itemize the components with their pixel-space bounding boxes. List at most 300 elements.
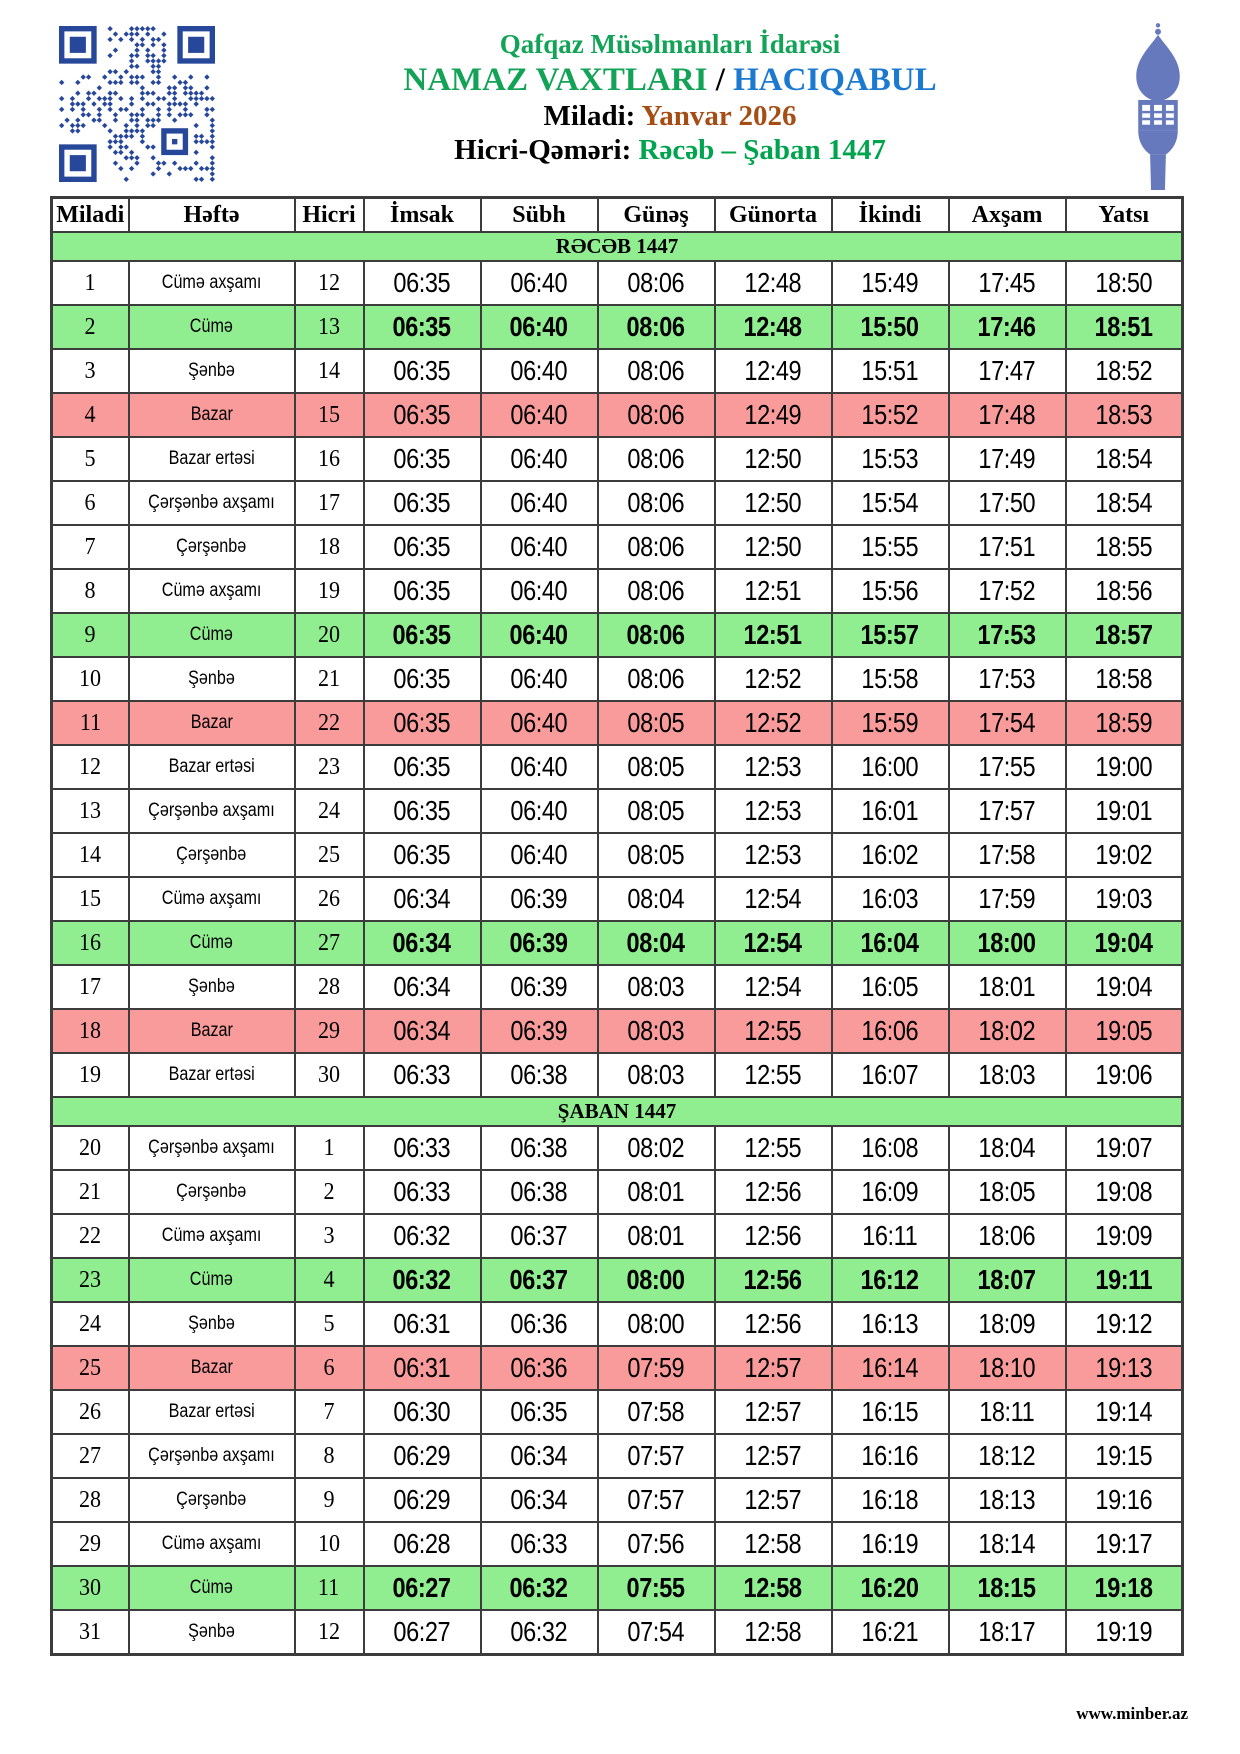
cell-imsak: 06:35 [364,481,481,525]
page-title [230,61,1110,99]
table-row-day-16 [52,921,1183,965]
section-title: RƏCƏB 1447 [52,232,1183,261]
cell-axsam: 18:00 [949,921,1066,965]
cell-gunorta: 12:54 [715,921,832,965]
cell-imsak: 06:33 [364,1170,481,1214]
cell-gunorta: 12:54 [715,877,832,921]
cell-miladi: 15 [52,877,129,921]
cell-gunorta: 12:48 [715,305,832,349]
cell-weekday: Cümə axşamı [129,569,295,613]
miladi-label: Miladi: [543,100,636,132]
cell-axsam: 18:05 [949,1170,1066,1214]
cell-subh: 06:36 [481,1302,598,1346]
table-row-day-15 [52,877,1183,921]
cell-ikindi: 15:51 [832,349,949,393]
cell-axsam: 17:57 [949,789,1066,833]
table-row-day-21 [52,1170,1183,1214]
cell-imsak: 06:35 [364,745,481,789]
cell-yatsi: 18:57 [1066,613,1183,657]
cell-subh: 06:40 [481,393,598,437]
cell-ikindi: 16:13 [832,1302,949,1346]
cell-hicri: 4 [295,1258,364,1302]
cell-miladi: 19 [52,1053,129,1097]
cell-miladi: 16 [52,921,129,965]
table-row-day-11 [52,701,1183,745]
cell-imsak: 06:35 [364,789,481,833]
cell-gunorta: 12:52 [715,701,832,745]
cell-gunorta: 12:53 [715,833,832,877]
cell-ikindi: 16:19 [832,1522,949,1566]
cell-gunes: 08:04 [598,921,715,965]
cell-imsak: 06:35 [364,261,481,305]
cell-hicri: 14 [295,349,364,393]
table-row-day-24 [52,1302,1183,1346]
cell-hicri: 22 [295,701,364,745]
cell-weekday: Çərşənbə [129,525,295,569]
table-row-day-17 [52,965,1183,1009]
cell-miladi: 30 [52,1566,129,1610]
table-row-day-4 [52,393,1183,437]
cell-ikindi: 16:03 [832,877,949,921]
cell-axsam: 18:11 [949,1390,1066,1434]
cell-subh: 06:40 [481,525,598,569]
cell-gunorta: 12:50 [715,437,832,481]
cell-weekday: Bazar [129,393,295,437]
cell-axsam: 18:04 [949,1126,1066,1170]
cell-miladi: 10 [52,657,129,701]
cell-imsak: 06:35 [364,305,481,349]
cell-subh: 06:40 [481,745,598,789]
cell-hicri: 19 [295,569,364,613]
cell-axsam: 18:07 [949,1258,1066,1302]
cell-miladi: 22 [52,1214,129,1258]
cell-weekday: Şənbə [129,349,295,393]
cell-weekday: Şənbə [129,1610,295,1655]
qr-code-icon [58,26,216,182]
cell-miladi: 11 [52,701,129,745]
hicri-value: Rəcəb – Şaban 1447 [638,134,886,166]
cell-ikindi: 16:00 [832,745,949,789]
cell-yatsi: 19:05 [1066,1009,1183,1053]
cell-hicri: 13 [295,305,364,349]
cell-gunorta: 12:50 [715,525,832,569]
cell-weekday: Cümə [129,1258,295,1302]
cell-ikindi: 16:01 [832,789,949,833]
cell-gunorta: 12:57 [715,1390,832,1434]
cell-subh: 06:37 [481,1258,598,1302]
cell-gunorta: 12:58 [715,1610,832,1655]
table-row-day-10 [52,657,1183,701]
cell-axsam: 17:53 [949,657,1066,701]
cell-gunes: 08:05 [598,833,715,877]
cell-gunes: 08:03 [598,1009,715,1053]
cell-gunorta: 12:55 [715,1053,832,1097]
cell-hicri: 12 [295,1610,364,1655]
cell-imsak: 06:35 [364,613,481,657]
table-row-day-2 [52,305,1183,349]
cell-axsam: 18:01 [949,965,1066,1009]
cell-hicri: 28 [295,965,364,1009]
prayer-table [50,196,1184,1656]
cell-imsak: 06:33 [364,1053,481,1097]
cell-axsam: 18:02 [949,1009,1066,1053]
cell-gunorta: 12:56 [715,1302,832,1346]
cell-subh: 06:40 [481,833,598,877]
cell-miladi: 24 [52,1302,129,1346]
cell-miladi: 25 [52,1346,129,1390]
cell-weekday: Çərşənbə axşamı [129,481,295,525]
cell-hicri: 6 [295,1346,364,1390]
cell-imsak: 06:34 [364,1009,481,1053]
cell-gunorta: 12:58 [715,1566,832,1610]
cell-yatsi: 18:55 [1066,525,1183,569]
cell-gunes: 08:04 [598,877,715,921]
hijri-month-line [230,133,1110,167]
cell-gunes: 08:00 [598,1258,715,1302]
cell-imsak: 06:35 [364,349,481,393]
page-header [0,0,1240,192]
title-city: HACIQABUL [733,62,937,98]
table-row-day-23 [52,1258,1183,1302]
cell-gunes: 08:06 [598,393,715,437]
cell-weekday: Bazar ertəsi [129,745,295,789]
cell-weekday: Cümə axşamı [129,1522,295,1566]
cell-miladi: 31 [52,1610,129,1655]
section-header-row [52,1097,1183,1126]
cell-axsam: 17:48 [949,393,1066,437]
cell-weekday: Bazar [129,1009,295,1053]
cell-yatsi: 19:15 [1066,1434,1183,1478]
cell-ikindi: 15:56 [832,569,949,613]
cell-imsak: 06:34 [364,965,481,1009]
cell-hicri: 26 [295,877,364,921]
cell-gunorta: 12:56 [715,1214,832,1258]
cell-miladi: 26 [52,1390,129,1434]
cell-gunorta: 12:53 [715,745,832,789]
cell-ikindi: 16:02 [832,833,949,877]
cell-axsam: 17:59 [949,877,1066,921]
table-row-day-9 [52,613,1183,657]
table-row-day-5 [52,437,1183,481]
cell-axsam: 18:06 [949,1214,1066,1258]
cell-subh: 06:40 [481,261,598,305]
cell-gunes: 07:57 [598,1478,715,1522]
cell-yatsi: 18:59 [1066,701,1183,745]
cell-ikindi: 16:05 [832,965,949,1009]
cell-gunorta: 12:50 [715,481,832,525]
table-row-day-30 [52,1566,1183,1610]
cell-ikindi: 16:09 [832,1170,949,1214]
cell-yatsi: 19:04 [1066,965,1183,1009]
cell-hicri: 2 [295,1170,364,1214]
cell-yatsi: 19:01 [1066,789,1183,833]
cell-ikindi: 15:53 [832,437,949,481]
cell-axsam: 17:46 [949,305,1066,349]
cell-yatsi: 19:12 [1066,1302,1183,1346]
cell-weekday: Bazar [129,701,295,745]
cell-gunes: 08:01 [598,1170,715,1214]
cell-yatsi: 18:58 [1066,657,1183,701]
cell-gunes: 08:06 [598,481,715,525]
cell-miladi: 8 [52,569,129,613]
section-title: ŞABAN 1447 [52,1097,1183,1126]
cell-hicri: 16 [295,437,364,481]
cell-hicri: 18 [295,525,364,569]
cell-imsak: 06:28 [364,1522,481,1566]
table-row-day-22 [52,1214,1183,1258]
cell-imsak: 06:29 [364,1478,481,1522]
cell-yatsi: 18:52 [1066,349,1183,393]
cell-axsam: 18:17 [949,1610,1066,1655]
cell-gunes: 08:00 [598,1302,715,1346]
cell-ikindi: 16:15 [832,1390,949,1434]
cell-gunes: 07:56 [598,1522,715,1566]
cell-gunes: 08:06 [598,305,715,349]
cell-hicri: 20 [295,613,364,657]
cell-subh: 06:35 [481,1390,598,1434]
cell-axsam: 17:47 [949,349,1066,393]
cell-imsak: 06:27 [364,1610,481,1655]
table-row-day-25 [52,1346,1183,1390]
cell-weekday: Cümə [129,613,295,657]
cell-yatsi: 18:54 [1066,437,1183,481]
cell-yatsi: 18:51 [1066,305,1183,349]
column-header-i̇kindi: İkindi [832,198,949,233]
column-header-i̇msak: İmsak [364,198,481,233]
cell-ikindi: 15:49 [832,261,949,305]
cell-miladi: 17 [52,965,129,1009]
cell-gunes: 08:06 [598,349,715,393]
title-separator: / [715,62,725,98]
column-header-axşam: Axşam [949,198,1066,233]
cell-gunorta: 12:58 [715,1522,832,1566]
cell-gunes: 07:57 [598,1434,715,1478]
cell-subh: 06:39 [481,1009,598,1053]
cell-miladi: 28 [52,1478,129,1522]
cell-weekday: Cümə axşamı [129,261,295,305]
cell-yatsi: 18:50 [1066,261,1183,305]
cell-gunorta: 12:57 [715,1346,832,1390]
cell-ikindi: 16:04 [832,921,949,965]
cell-imsak: 06:34 [364,877,481,921]
qr-code [58,26,216,182]
cell-imsak: 06:32 [364,1214,481,1258]
cell-subh: 06:38 [481,1053,598,1097]
cell-yatsi: 19:04 [1066,921,1183,965]
cell-yatsi: 19:00 [1066,745,1183,789]
cell-yatsi: 19:09 [1066,1214,1183,1258]
cell-weekday: Bazar ertəsi [129,437,295,481]
cell-imsak: 06:35 [364,437,481,481]
cell-ikindi: 15:52 [832,393,949,437]
cell-ikindi: 16:14 [832,1346,949,1390]
cell-ikindi: 15:57 [832,613,949,657]
cell-miladi: 4 [52,393,129,437]
cell-imsak: 06:27 [364,1566,481,1610]
cell-hicri: 15 [295,393,364,437]
cell-weekday: Çərşənbə [129,1170,295,1214]
cell-ikindi: 16:11 [832,1214,949,1258]
cell-yatsi: 19:06 [1066,1053,1183,1097]
title-namaz: NAMAZ VAXTLARI [403,62,708,98]
cell-ikindi: 16:20 [832,1566,949,1610]
cell-axsam: 17:54 [949,701,1066,745]
cell-hicri: 3 [295,1214,364,1258]
cell-yatsi: 19:13 [1066,1346,1183,1390]
cell-ikindi: 16:18 [832,1478,949,1522]
cell-imsak: 06:30 [364,1390,481,1434]
cell-axsam: 17:58 [949,833,1066,877]
cell-hicri: 8 [295,1434,364,1478]
cell-weekday: Cümə axşamı [129,1214,295,1258]
cell-hicri: 11 [295,1566,364,1610]
cell-axsam: 17:50 [949,481,1066,525]
cell-gunorta: 12:49 [715,349,832,393]
cell-yatsi: 19:02 [1066,833,1183,877]
column-header-günorta: Günorta [715,198,832,233]
cell-ikindi: 16:07 [832,1053,949,1097]
cell-yatsi: 19:18 [1066,1566,1183,1610]
cell-imsak: 06:35 [364,833,481,877]
cell-gunes: 08:05 [598,745,715,789]
cell-axsam: 17:49 [949,437,1066,481]
cell-subh: 06:34 [481,1434,598,1478]
cell-subh: 06:39 [481,877,598,921]
cell-hicri: 30 [295,1053,364,1097]
column-header-miladi: Miladi [52,198,129,233]
cell-miladi: 18 [52,1009,129,1053]
cell-gunorta: 12:57 [715,1434,832,1478]
cell-imsak: 06:31 [364,1302,481,1346]
cell-miladi: 29 [52,1522,129,1566]
cell-hicri: 17 [295,481,364,525]
cell-weekday: Bazar ertəsi [129,1053,295,1097]
cell-subh: 06:40 [481,613,598,657]
cell-ikindi: 16:08 [832,1126,949,1170]
cell-subh: 06:38 [481,1126,598,1170]
cell-gunes: 08:03 [598,1053,715,1097]
cell-hicri: 9 [295,1478,364,1522]
cell-subh: 06:40 [481,789,598,833]
cell-axsam: 17:53 [949,613,1066,657]
cell-subh: 06:40 [481,657,598,701]
cell-hicri: 29 [295,1009,364,1053]
cell-gunes: 07:55 [598,1566,715,1610]
cell-subh: 06:40 [481,701,598,745]
cell-hicri: 27 [295,921,364,965]
cell-subh: 06:34 [481,1478,598,1522]
cell-miladi: 3 [52,349,129,393]
cell-axsam: 18:12 [949,1434,1066,1478]
cell-weekday: Çərşənbə axşamı [129,789,295,833]
table-row-day-6 [52,481,1183,525]
cell-gunes: 08:05 [598,789,715,833]
table-row-day-18 [52,1009,1183,1053]
cell-gunes: 08:06 [598,437,715,481]
cell-imsak: 06:34 [364,921,481,965]
table-row-day-3 [52,349,1183,393]
cell-yatsi: 19:17 [1066,1522,1183,1566]
cell-ikindi: 15:55 [832,525,949,569]
cell-imsak: 06:33 [364,1126,481,1170]
cell-yatsi: 19:11 [1066,1258,1183,1302]
cell-yatsi: 19:14 [1066,1390,1183,1434]
cell-weekday: Cümə [129,305,295,349]
cell-gunes: 08:05 [598,701,715,745]
cell-yatsi: 19:08 [1066,1170,1183,1214]
cell-imsak: 06:35 [364,657,481,701]
table-row-day-1 [52,261,1183,305]
header-titles [230,28,1110,167]
cell-axsam: 17:52 [949,569,1066,613]
cell-weekday: Çərşənbə axşamı [129,1126,295,1170]
cell-gunes: 08:06 [598,657,715,701]
cell-axsam: 18:14 [949,1522,1066,1566]
cell-gunorta: 12:56 [715,1170,832,1214]
cell-ikindi: 15:58 [832,657,949,701]
cell-miladi: 7 [52,525,129,569]
cell-gunes: 07:58 [598,1390,715,1434]
cell-yatsi: 18:56 [1066,569,1183,613]
cell-gunorta: 12:53 [715,789,832,833]
cell-ikindi: 16:06 [832,1009,949,1053]
cell-subh: 06:37 [481,1214,598,1258]
cell-gunorta: 12:51 [715,569,832,613]
column-header-günəş: Günəş [598,198,715,233]
cell-subh: 06:40 [481,305,598,349]
cell-gunorta: 12:49 [715,393,832,437]
cell-gunes: 08:02 [598,1126,715,1170]
cell-subh: 06:40 [481,481,598,525]
cell-gunorta: 12:55 [715,1126,832,1170]
cell-hicri: 10 [295,1522,364,1566]
cell-subh: 06:39 [481,921,598,965]
cell-weekday: Cümə [129,921,295,965]
cell-yatsi: 19:19 [1066,1610,1183,1655]
cell-miladi: 14 [52,833,129,877]
cell-miladi: 5 [52,437,129,481]
cell-gunes: 08:06 [598,569,715,613]
cell-axsam: 17:51 [949,525,1066,569]
cell-weekday: Bazar ertəsi [129,1390,295,1434]
cell-hicri: 12 [295,261,364,305]
cell-imsak: 06:31 [364,1346,481,1390]
cell-gunorta: 12:48 [715,261,832,305]
cell-subh: 06:38 [481,1170,598,1214]
cell-miladi: 23 [52,1258,129,1302]
minaret-icon [1126,6,1190,190]
cell-gunes: 08:06 [598,261,715,305]
cell-axsam: 18:10 [949,1346,1066,1390]
cell-gunes: 07:54 [598,1610,715,1655]
cell-yatsi: 19:16 [1066,1478,1183,1522]
cell-hicri: 24 [295,789,364,833]
cell-axsam: 17:45 [949,261,1066,305]
cell-miladi: 20 [52,1126,129,1170]
cell-weekday: Şənbə [129,965,295,1009]
cell-weekday: Şənbə [129,1302,295,1346]
cell-gunes: 08:06 [598,525,715,569]
cell-axsam: 18:13 [949,1478,1066,1522]
cell-ikindi: 15:59 [832,701,949,745]
cell-miladi: 1 [52,261,129,305]
cell-miladi: 9 [52,613,129,657]
table-row-day-7 [52,525,1183,569]
cell-subh: 06:32 [481,1610,598,1655]
table-row-day-31 [52,1610,1183,1655]
cell-hicri: 7 [295,1390,364,1434]
table-header-row [52,198,1183,233]
